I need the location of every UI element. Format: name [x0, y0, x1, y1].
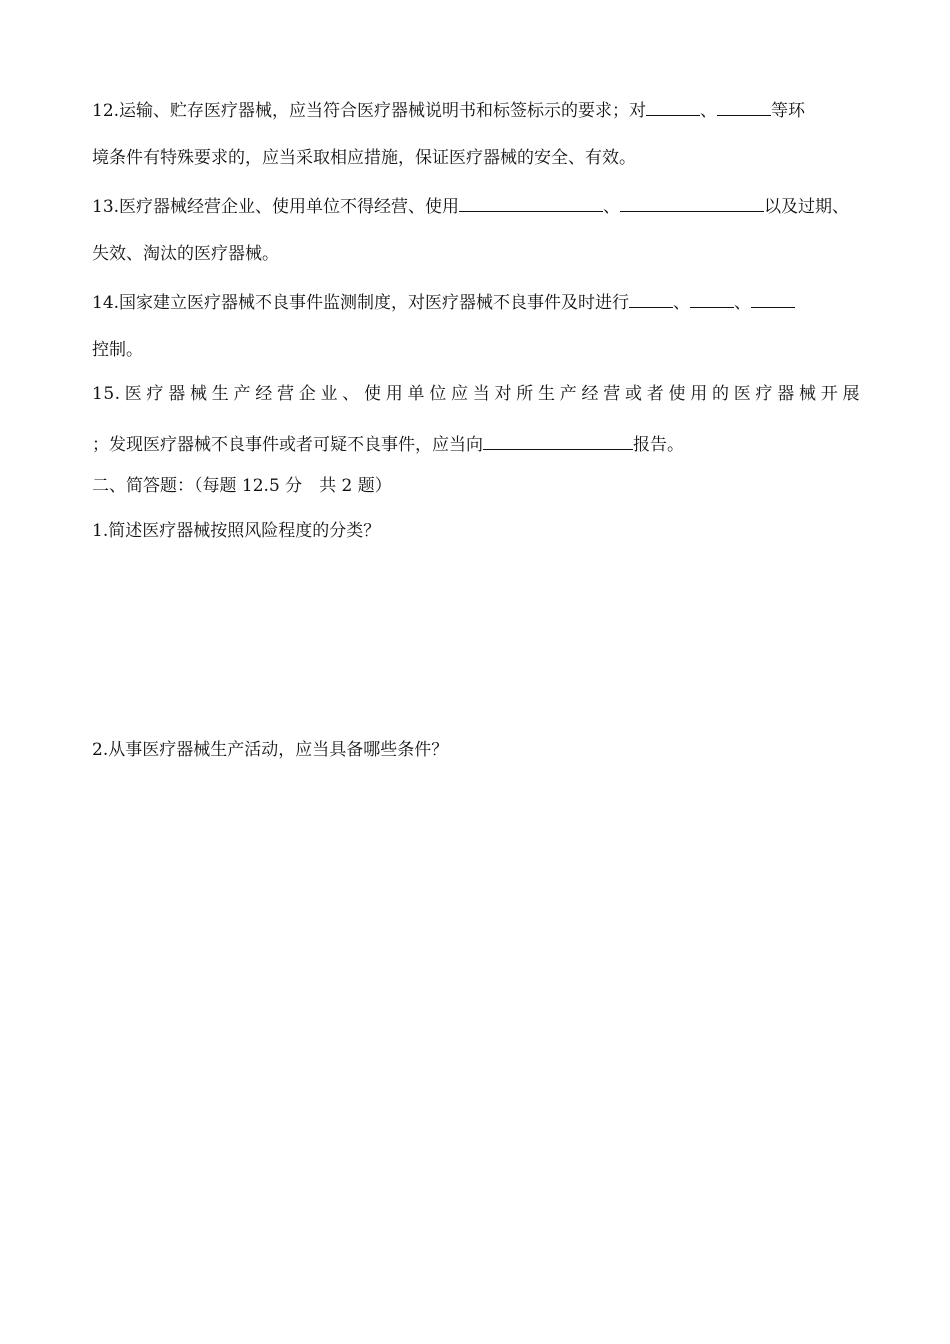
- q14-line2: 控制。: [92, 340, 143, 360]
- q12-line1: [92, 98, 860, 123]
- q12-suffix: 等环: [771, 101, 806, 121]
- q13-prefix: 13.医疗器械经营企业、使用单位不得经营、使用: [92, 197, 460, 217]
- q13-blank-2[interactable]: [620, 194, 764, 212]
- q14-sep2: 、: [734, 293, 752, 313]
- q15-line2-suffix: 报告。: [633, 435, 684, 455]
- q14-blank-2[interactable]: [690, 290, 734, 308]
- q15-line2-prefix: ；发现医疗器械不良事件或者可疑不良事件，应当向: [92, 435, 483, 455]
- q13-line2: 失效、淘汰的医疗器械。: [92, 244, 279, 264]
- q15-blank-1[interactable]: [483, 432, 633, 450]
- answer-space-2[interactable]: [92, 780, 860, 1260]
- answer-space-1[interactable]: [92, 560, 860, 730]
- q14-prefix: 14.国家建立医疗器械不良事件监测制度，对医疗器械不良事件及时进行: [92, 293, 630, 313]
- q14-sep1: 、: [673, 293, 691, 313]
- short-question-1: 1.简述医疗器械按照风险程度的分类？: [92, 521, 381, 541]
- q12-blank-1[interactable]: [646, 98, 700, 116]
- q15-line2: [92, 432, 860, 457]
- q12-sep1: 、: [700, 101, 718, 121]
- section2-heading: 二、简答题：（每题 12.5 分 共 2 题）: [92, 476, 392, 496]
- q14-blank-3[interactable]: [751, 290, 795, 308]
- q13-sep1: 、: [603, 197, 621, 217]
- q13-blank-1[interactable]: [459, 194, 603, 212]
- short-question-2: 2.从事医疗器械生产活动，应当具备哪些条件？: [92, 740, 449, 760]
- q12-blank-2[interactable]: [717, 98, 771, 116]
- q15-line1: 15.医疗器械生产经营企业、使用单位应当对所生产经营或者使用的医疗器械开展: [92, 384, 860, 404]
- q12-prefix: 12.运输、贮存医疗器械，应当符合医疗器械说明书和标签标示的要求；对: [92, 101, 647, 121]
- q13-suffix: 以及过期、: [764, 197, 850, 217]
- q13-line1: [92, 194, 860, 219]
- q14-blank-1[interactable]: [629, 290, 673, 308]
- q12-line2: 境条件有特殊要求的，应当采取相应措施，保证医疗器械的安全、有效。: [92, 148, 636, 168]
- q14-line1: [92, 290, 860, 315]
